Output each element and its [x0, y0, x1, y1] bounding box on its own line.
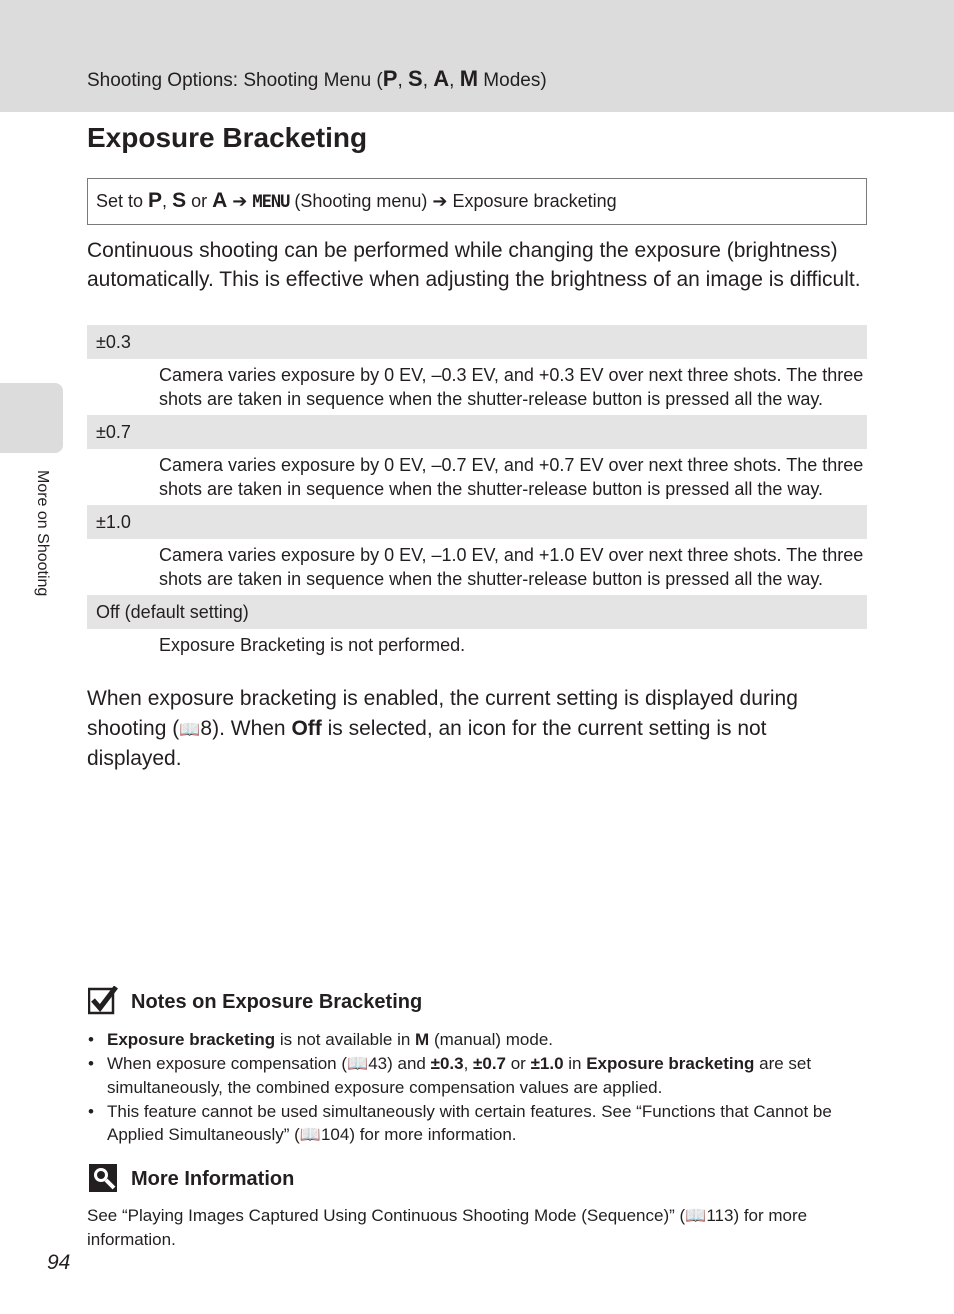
mode-a-glyph: A — [212, 189, 228, 212]
after-text-2: ). When — [212, 716, 292, 740]
option-name: Off (default setting) — [87, 595, 867, 629]
note-text: is not available in — [275, 1030, 416, 1049]
note-bold: Exposure bracketing — [107, 1030, 276, 1049]
off-bold: Off — [291, 716, 322, 740]
option-name: ±1.0 — [87, 505, 867, 539]
book-page-ref-icon: 📖 — [347, 1054, 369, 1073]
note-text: (manual) mode. — [429, 1030, 553, 1049]
book-page-ref-icon: 📖 — [179, 719, 201, 739]
notes-title: Notes on Exposure Bracketing — [131, 991, 423, 1013]
option-description: Exposure Bracketing is not performed. — [159, 635, 466, 655]
header-band — [0, 0, 954, 112]
arrow-right-icon: ➔ — [232, 191, 248, 211]
note-text: , — [463, 1054, 474, 1073]
mode-s-glyph: S — [172, 189, 187, 212]
notes-list — [87, 1028, 867, 1147]
header-prefix: Shooting Options: Shooting Menu ( — [87, 70, 383, 91]
arrow-right-icon: ➔ — [432, 191, 448, 211]
menu-path-desc: (Shooting menu) — [289, 191, 433, 211]
page-ref: 104 — [320, 1125, 350, 1144]
info-text-1: See “Playing Images Captured Using Continuous Shooting Mode (Sequence)” ( — [87, 1206, 686, 1225]
menu-path-box: Set to P, S or A ➔ MENU (Shooting menu) ➔ Exposure bracketing — [87, 178, 867, 225]
mode-m-glyph: M — [459, 66, 479, 91]
running-header: Shooting Options: Shooting Menu (P, S, A, M Modes) — [87, 66, 547, 91]
book-page-ref-icon: 📖 — [299, 1125, 321, 1144]
mode-a-glyph: A — [433, 66, 450, 91]
option-description: Camera varies exposure by 0 EV, –1.0 EV, and +1.0 EV over next three shots. The three shots are taken in sequence when the shutter-release button is pressed all the way. — [159, 545, 864, 589]
page-ref: 43 — [368, 1054, 388, 1073]
note-text: ) and — [387, 1054, 431, 1073]
option-table — [87, 325, 867, 663]
list-item — [87, 1052, 867, 1099]
info-text-2: ) for more information. — [87, 1206, 808, 1249]
option-description: Camera varies exposure by 0 EV, –0.3 EV, and +0.3 EV over next three shots. The three shots are taken in sequence when the shutter-release button is pressed all the way. — [159, 365, 864, 409]
intro-paragraph: Continuous shooting can be performed while changing the exposure (brightness) automatically. This is effective when adjusting the brightness of an image is difficult. — [87, 239, 861, 291]
page-title: Exposure Bracketing — [87, 122, 368, 153]
side-tab-label: More on Shooting — [34, 470, 51, 597]
mode-p-glyph: P — [382, 66, 398, 91]
menu-path-or: or — [186, 191, 213, 211]
note-text: in — [563, 1054, 587, 1073]
list-item — [87, 1028, 867, 1052]
note-text: are set simultaneously, the combined exposure compensation values are applied. — [107, 1054, 812, 1097]
note-bold: ±0.3 — [430, 1054, 464, 1073]
side-tab — [0, 383, 63, 453]
mode-s-glyph: S — [408, 66, 423, 91]
page-ref: 113 — [706, 1206, 734, 1225]
note-text: When exposure compensation ( — [107, 1054, 348, 1073]
option-name: ±0.3 — [87, 325, 867, 359]
note-bold: ±1.0 — [530, 1054, 564, 1073]
more-info-title: More Information — [131, 1168, 295, 1190]
page-number: 94 — [47, 1251, 71, 1274]
note-text: This feature cannot be used simultaneously with certain features. See “Functions that Cannot be Applied Simultaneously” ( — [107, 1101, 832, 1144]
menu-button-glyph: MENU — [252, 192, 290, 212]
option-name: ±0.7 — [87, 415, 867, 449]
header-suffix: Modes) — [478, 70, 547, 91]
list-item — [87, 1100, 867, 1147]
note-text: ) for more information. — [349, 1125, 517, 1144]
checkmark-note-icon — [88, 986, 118, 1016]
mode-p-glyph: P — [148, 189, 163, 212]
mode-m-glyph: M — [415, 1030, 430, 1049]
option-description: Camera varies exposure by 0 EV, –0.7 EV, and +0.7 EV over next three shots. The three shots are taken in sequence when the shutter-release button is pressed all the way. — [159, 455, 864, 499]
after-paragraph — [87, 684, 857, 774]
magnifier-info-icon — [88, 1163, 118, 1193]
after-text-1: When exposure bracketing is enabled, the current setting is displayed during shooting ( — [87, 687, 798, 740]
note-bold: Exposure bracketing — [586, 1054, 755, 1073]
book-page-ref-icon: 📖 — [685, 1206, 707, 1225]
more-info-text — [87, 1204, 867, 1251]
note-bold: ±0.7 — [473, 1054, 506, 1073]
after-text-3: is selected, an icon for the current setting is not displayed. — [87, 716, 767, 770]
menu-path-set-to: Set to — [96, 191, 149, 211]
page-ref: 8 — [200, 716, 213, 740]
menu-path-item: Exposure bracketing — [447, 191, 617, 211]
note-text: or — [506, 1054, 531, 1073]
